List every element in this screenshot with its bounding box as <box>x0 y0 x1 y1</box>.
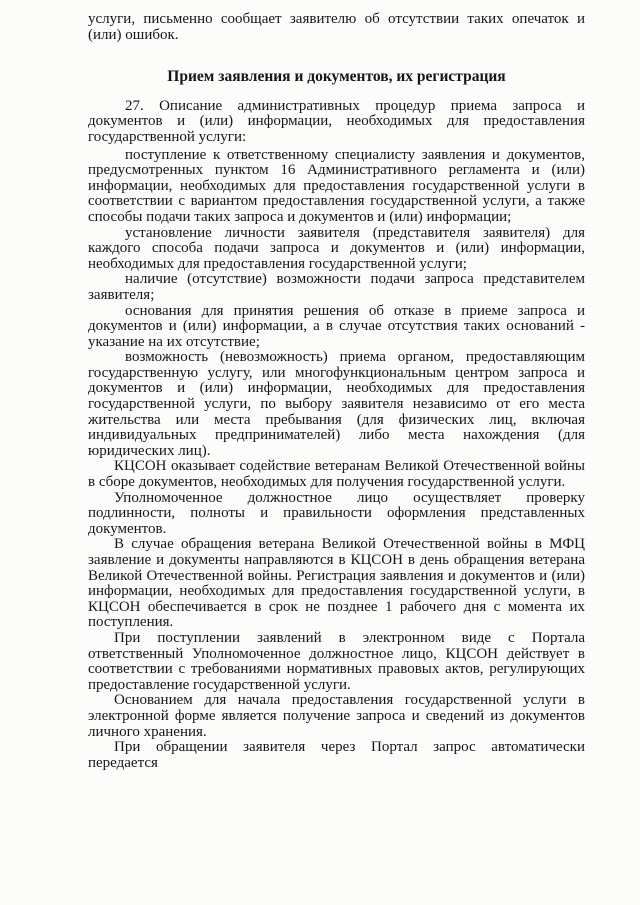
paragraph-representative: наличие (отсутствие) возможности подачи запроса представителем заявителя; <box>88 271 585 303</box>
intro-paragraph: услуги, письменно сообщает заявителю об отсутствии таких опечаток и (или) ошибок. <box>88 11 585 43</box>
paragraph-portal-transfer: При обращении заявителя через Портал запрос автоматически передается <box>88 739 585 771</box>
paragraph-extraterritorial: возможность (невозможность) приема органом, предоставляющим государственную услугу, или многофункциональным центром запроса и документов и (или) информации, необходимых для предоставления государственной услуги, по выбору заявителя независимо от его места жительства или места пребывания (для физических лиц, включая индивидуальных предпринимателей) либо места нахождения (для юридических лиц). <box>88 349 585 459</box>
section-heading: Прием заявления и документов, их регистрация <box>167 68 506 86</box>
paragraph-receipt-of-documents: поступление к ответственному специалисту заявления и документов, предусмотренных пунктом 16 Административного регламента и (или) информации, необходимых для предоставления государственной услуги в соответствии с вариантом предоставления государственной услуги, а также способы подачи таких запроса и документов и (или) информации; <box>88 146 585 225</box>
paragraph-identity-check: установление личности заявителя (представителя заявителя) для каждого способа подачи запроса и документов и (или) информации, необходимых для предоставления государственной услуги; <box>88 224 585 272</box>
paragraph-refusal-grounds: основания для принятия решения об отказе в приеме запроса и документов и (или) информации, а в случае отсутствия таких оснований - указание на их отсутствие; <box>88 302 585 350</box>
paragraph-27: 27. Описание административных процедур приема запроса и документов и (или) информации, необходимых для предоставления государственной услуги: <box>88 97 585 145</box>
paragraph-electronic-basis: Основанием для начала предоставления государственной услуги в электронной форме является получение запроса и сведений из документов личного хранения. <box>88 692 585 740</box>
document-body <box>88 12 585 771</box>
paragraph-kcson-assistance: КЦСОН оказывает содействие ветеранам Великой Отечественной войны в сборе документов, необходимых для получения государственной услуги. <box>88 458 585 491</box>
paragraph-verification: Уполномоченное должностное лицо осуществляет проверку подлинности, полноты и правильности оформления представленных документов. <box>88 489 585 537</box>
paragraph-portal-electronic: При поступлении заявлений в электронном виде с Портала ответственный Уполномоченное должностное лицо, КЦСОН действует в соответствии с требованиями нормативных правовых актов, регулирующих предоставление государственной услуги. <box>88 629 585 693</box>
paragraph-mfc-submission: В случае обращения ветерана Великой Отечественной войны в МФЦ заявление и документы направляются в КЦСОН в день обращения ветерана Великой Отечественной войны. Регистрация заявления и документов и (или) информации, необходимых для предоставления государственной услуги, в КЦСОН обеспечивается в срок не позднее 1 рабочего дня с момента их поступления. <box>88 536 585 631</box>
